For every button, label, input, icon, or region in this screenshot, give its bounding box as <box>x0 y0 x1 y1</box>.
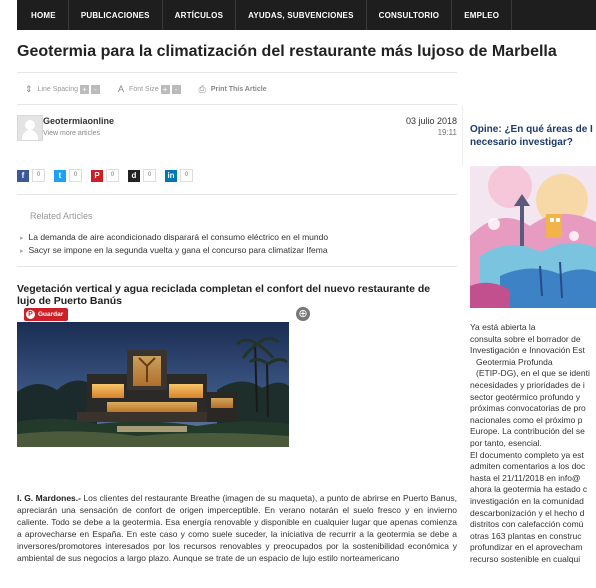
linkedin-icon[interactable]: in <box>165 170 177 182</box>
sidebar-line: necesidades y prioridades de i <box>470 379 585 390</box>
sidebar-line: próximas convocatorias de pro <box>470 403 586 414</box>
sidebar-line: Investigación e Innovación Est <box>470 345 585 356</box>
sidebar-text <box>470 322 596 565</box>
view-more-articles-link[interactable]: View more articles <box>43 130 101 137</box>
font-size-increase-button[interactable]: + <box>161 85 170 94</box>
top-navigation <box>0 0 596 30</box>
publish-date: 03 julio 2018 <box>405 116 457 126</box>
pinterest-icon: P <box>26 310 35 319</box>
nav-home[interactable]: HOME <box>17 0 69 30</box>
related-article-link[interactable] <box>20 245 328 255</box>
sidebar-line: distritos con calefacción comú <box>470 519 584 530</box>
line-spacing-label: Line Spacing <box>37 85 79 93</box>
share-pinterest[interactable] <box>91 169 119 182</box>
arrow-right-icon: ▸ <box>20 248 24 255</box>
arrow-right-icon: ▸ <box>20 235 24 242</box>
article-title: Geotermia para la climatización del restaurante más lujoso de Marbella <box>17 43 557 60</box>
share-facebook[interactable] <box>17 169 45 182</box>
share-count: 0 <box>180 169 193 182</box>
divider <box>17 104 457 105</box>
share-twitter[interactable] <box>54 169 82 182</box>
sidebar-line: nacionales como el próximo p <box>470 414 583 425</box>
sidebar-image <box>470 166 596 308</box>
line-spacing-icon: ⇕ <box>25 83 33 94</box>
sidebar-line: Ya está abierta la <box>470 322 536 332</box>
share-count: 0 <box>143 169 156 182</box>
sidebar-line: sector geotérmico profundo y <box>470 391 581 402</box>
main-menu <box>17 0 596 30</box>
sidebar-line: descarbonización y el hecho d <box>470 507 585 518</box>
pinterest-icon[interactable]: P <box>91 170 103 182</box>
sidebar-line: profundizar en el aprovecham <box>470 542 583 553</box>
pinterest-save-label: Guardar <box>38 311 64 318</box>
article-body <box>17 492 457 564</box>
related-article-title[interactable]: La demanda de aire acondicionado disparará el consumo eléctrico en el mundo <box>28 232 329 242</box>
article-subtitle: Vegetación vertical y agua reciclada completan el confort del nuevo restaurante de lujo de Puerto Banús <box>17 283 431 307</box>
sidebar-line: admiten comentarios a los doc <box>470 461 586 472</box>
sidebar-line: recurso sostenible en cualqui <box>470 553 581 564</box>
print-icon[interactable]: ⎙ <box>198 83 206 94</box>
divider <box>17 266 457 267</box>
line-spacing-decrease-button[interactable]: - <box>91 85 100 94</box>
author-avatar[interactable] <box>17 115 43 141</box>
sidebar-title-line[interactable]: Opine: ¿En qué áreas de I <box>470 124 593 135</box>
twitter-icon[interactable]: t <box>54 170 66 182</box>
font-size-icon: A <box>118 84 125 94</box>
geothermal-illustration <box>470 166 596 308</box>
author-name[interactable]: Geotermiaonline <box>43 116 115 126</box>
facebook-icon[interactable]: f <box>17 170 29 182</box>
sidebar-title[interactable] <box>470 123 596 149</box>
nav-consultorio[interactable]: CONSULTORIO <box>367 0 453 30</box>
sidebar-line: por tanto, esencial. <box>470 437 542 448</box>
share-count: 0 <box>106 169 119 182</box>
share-digg[interactable] <box>128 169 156 182</box>
share-bar <box>17 169 202 182</box>
line-spacing-control <box>25 84 100 95</box>
nav-empleo[interactable]: EMPLEO <box>452 0 512 30</box>
divider <box>17 72 457 73</box>
article-tools <box>25 82 285 96</box>
print-link[interactable]: Print This Article <box>210 85 267 93</box>
sidebar-line: ahora la geotermia ha estado c <box>470 484 588 495</box>
restaurant-photo <box>17 322 289 447</box>
related-article-title[interactable]: Sacyr se impone en la segunda vuelta y gana el concurso para climatizar Ifema <box>28 245 328 255</box>
sidebar-title-line[interactable]: necesario investigar? <box>470 137 573 148</box>
sidebar-line: Europe. La contribución del se <box>470 426 585 437</box>
nav-publicaciones[interactable]: PUBLICACIONES <box>69 0 163 30</box>
sidebar-line: consulta sobre el borrador de <box>470 333 581 344</box>
font-size-decrease-button[interactable]: - <box>172 85 181 94</box>
digg-icon[interactable]: d <box>128 170 140 182</box>
share-count: 0 <box>32 169 45 182</box>
line-spacing-increase-button[interactable]: + <box>80 85 89 94</box>
nav-articulos[interactable]: ARTÍCULOS <box>163 0 236 30</box>
article-byline: I. G. Mardones.- <box>17 493 81 503</box>
related-article-link[interactable] <box>20 232 328 242</box>
article-body-text: Los clientes del restaurante Breathe (imagen de su maqueta), a punto de abrirse en Puerto Banus, apreciarán una sensación de confort de origen imperceptible. En verano notarán el suelo fresco y en invierno caliente. Todo se debe a la geotermia. Esa energía renovable y disponible en cualquier lugar que apenas comienza a aprovecharse en España. En este caso y como suele suceder, la iniciativa de recurrir a la geotermia se debe a inversores/promotores interesados por los recursos renovables y preocupados por la sostenibilidad económica y ambiental de sus negocios a largo plazo. Aunque se trate de un espacio de lujo estilo norteamericano <box>17 493 457 563</box>
pinterest-save-button[interactable] <box>24 308 68 321</box>
publish-time: 19:11 <box>437 128 457 137</box>
nav-ayudas[interactable]: AYUDAS, SUBVENCIONES <box>236 0 367 30</box>
related-articles-heading: Related Articles <box>30 211 93 221</box>
sidebar-line: (ETIP-DG), en el que se identi <box>476 368 590 379</box>
sidebar-line: otras 163 plantas en construc <box>470 530 582 541</box>
share-linkedin[interactable] <box>165 169 193 182</box>
divider <box>462 106 463 166</box>
zoom-icon[interactable]: ⊕ <box>296 307 310 321</box>
restaurant-illustration <box>17 322 289 447</box>
sidebar-line: investigación en la comunidad <box>470 495 584 506</box>
print-control[interactable] <box>199 84 267 95</box>
sidebar-line: hasta el 21/11/2018 en info@ <box>470 472 581 483</box>
font-size-control <box>118 84 181 94</box>
sidebar-line: Geotermia Profunda <box>476 356 553 367</box>
share-count: 0 <box>69 169 82 182</box>
divider <box>17 194 457 195</box>
sidebar-line: El documento completo ya est <box>470 449 584 460</box>
font-size-label: Font Size <box>129 85 159 93</box>
